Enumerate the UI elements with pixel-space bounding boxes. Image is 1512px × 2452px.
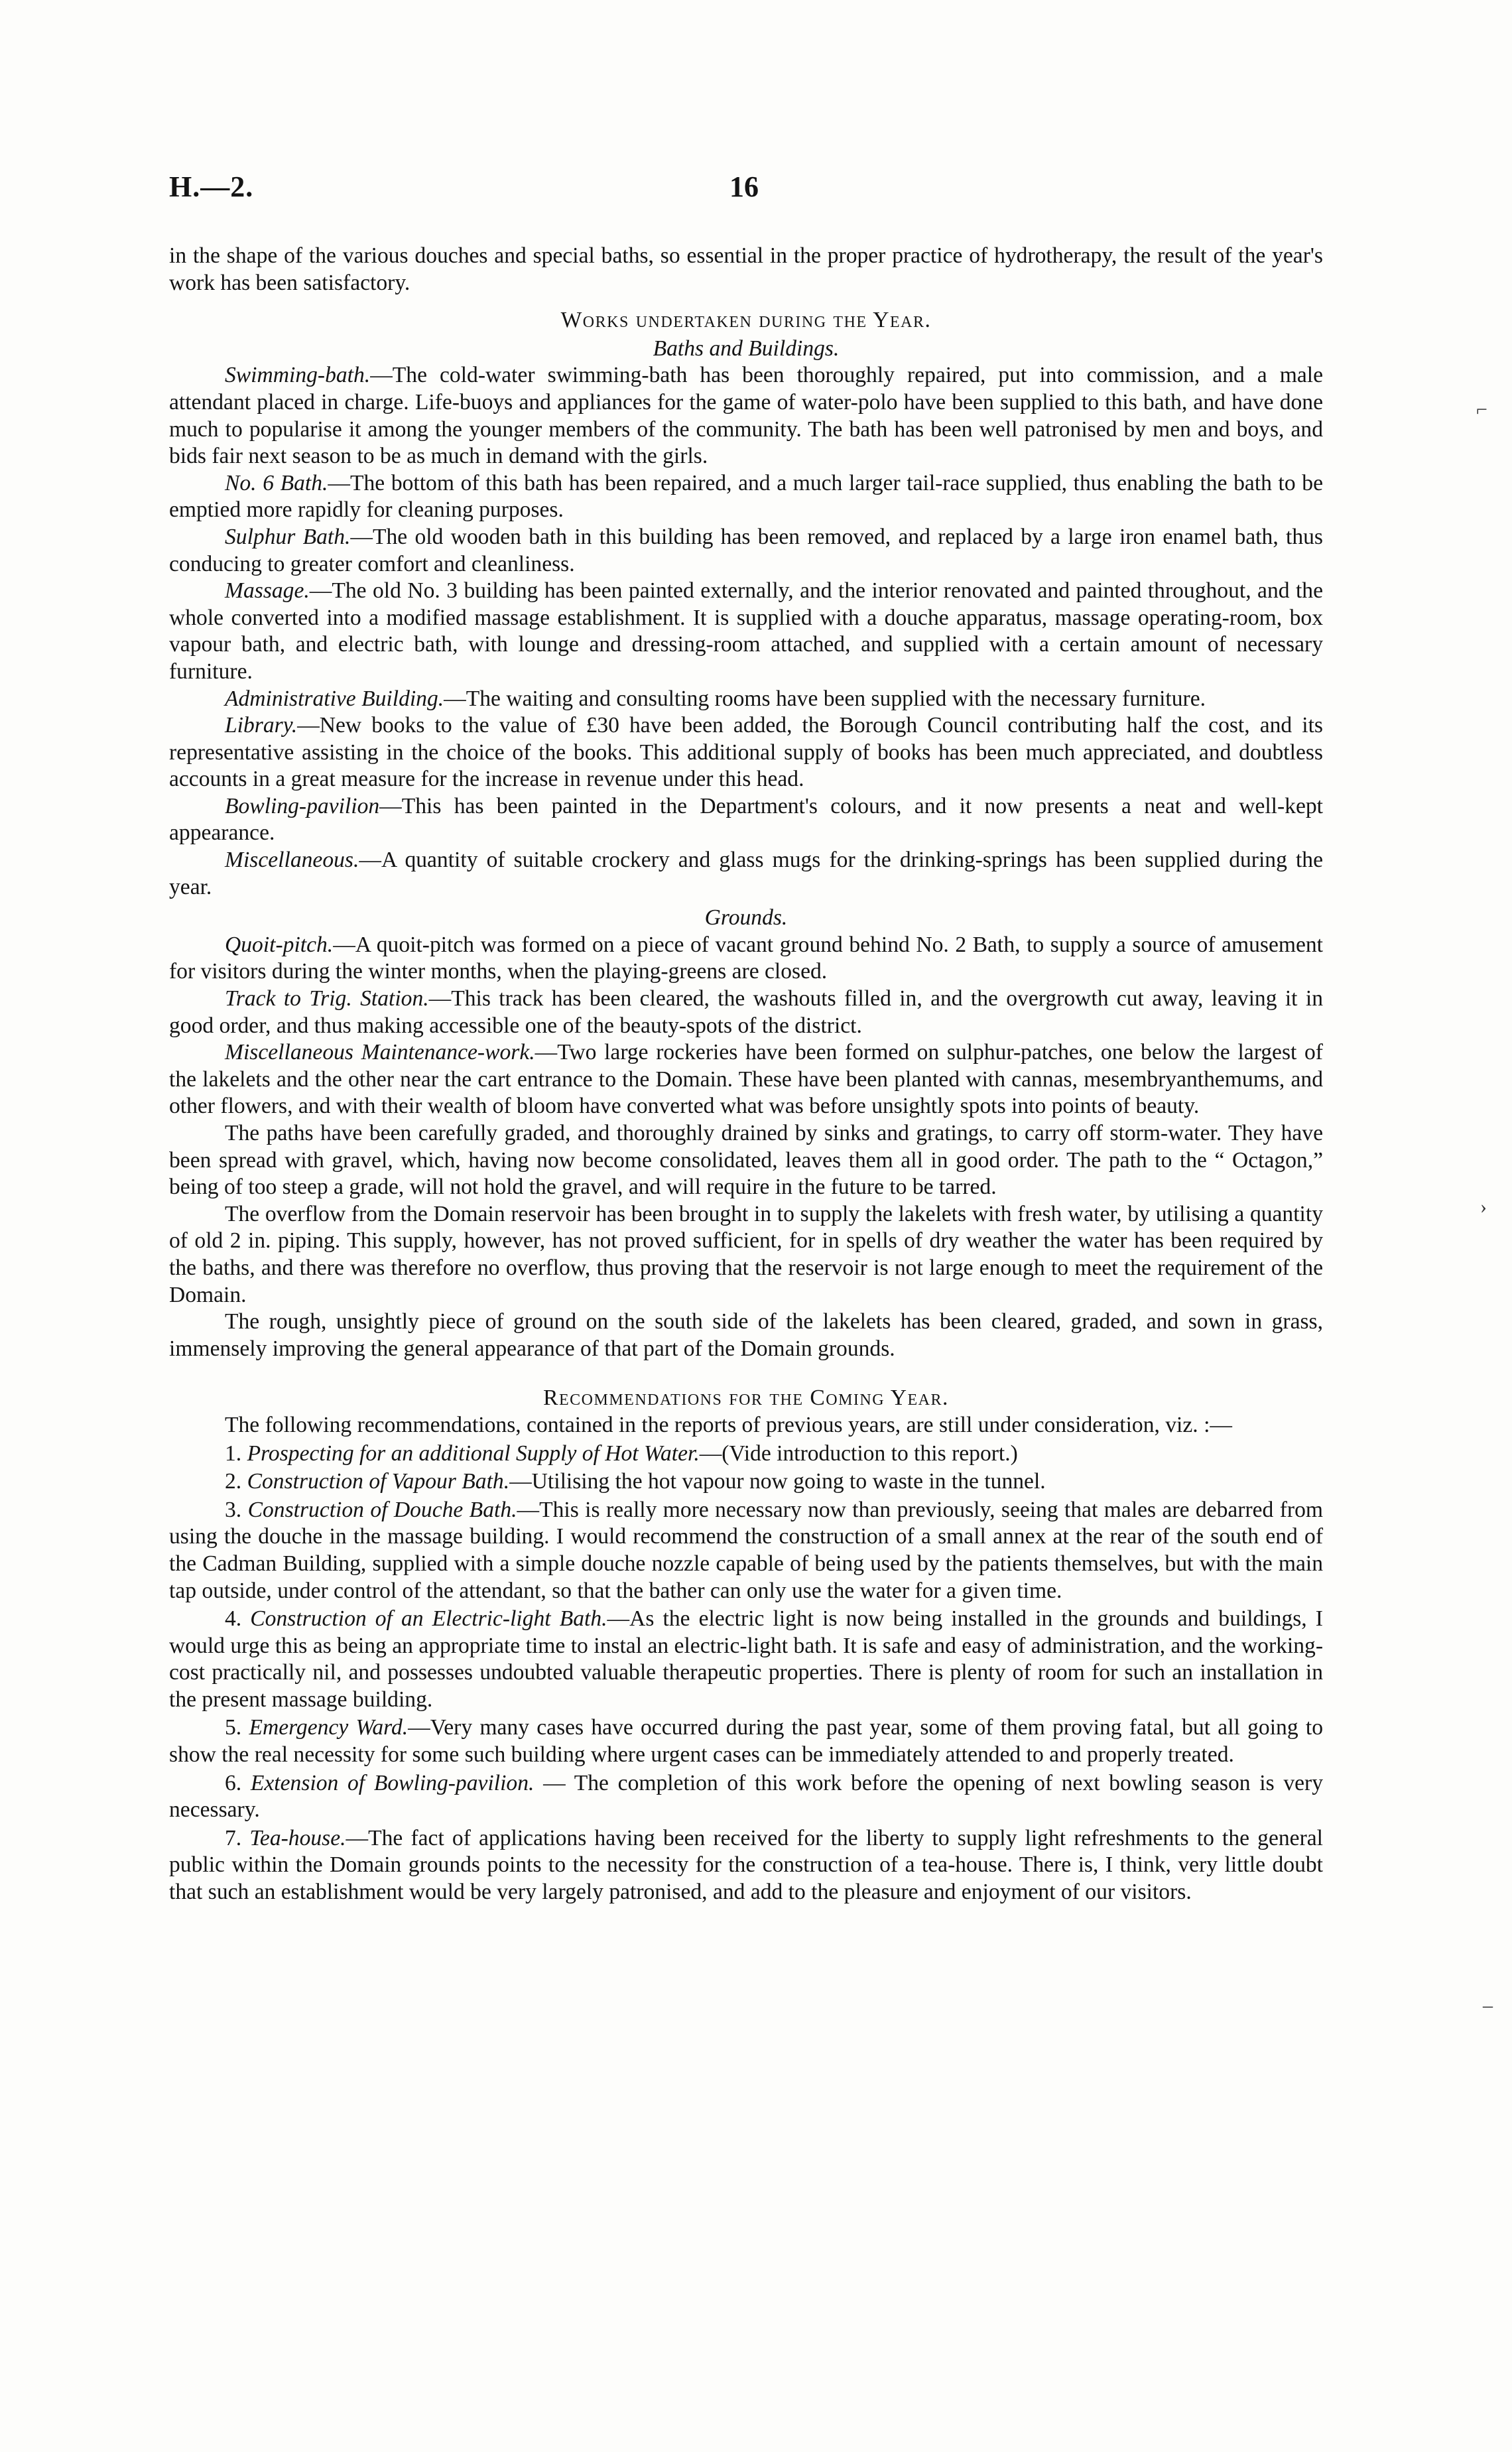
recommendations-intro: The following recommendations, contained in the reports of previous years, are still under consideration, viz. :— — [225, 1412, 1232, 1437]
paragraph-administrative-building: Administrative Building.—The waiting and consulting rooms have been supplied with the necessary furniture. — [225, 686, 1206, 711]
recommendation-item: 7. Tea-house.—The fact of applications having been received for the liberty to supply light refreshments to the general public within the Domain grounds points to the necessity for the construction of a tea-house. There is, I think, very little doubt that such an establishment would be very largely patronised, and add to the pleasure and enjoyment of our visitors. — [169, 1825, 1323, 1905]
margin-mark: – — [1483, 1994, 1493, 2016]
paragraph-swimming-bath: Swimming-bath.—The cold-water swimming-bath has been thoroughly repaired, put into commission, and a male attendant placed in charge. Life-buoys and appliances for the game of water-polo have been supplied to this bath, and have done much to popularise it among the younger members of the community. The bath has been well patronised by men and boys, and bids fair next season to be as much in demand with the girls. — [169, 363, 1323, 469]
recommendation-item: 6. Extension of Bowling-pavilion. — The completion of this work before the opening of next bowling season is very necessary. — [169, 1770, 1324, 1823]
recommendation-item: 1. Prospecting for an additional Supply of Hot Water.—(Vide introduction to this report.) — [225, 1441, 1018, 1466]
recommendation-item: 2. Construction of Vapour Bath.—Utilising the hot vapour now going to waste in the tunnel. — [225, 1469, 1046, 1494]
paragraph-rough-ground: The rough, unsightly piece of ground on the south side of the lakelets has been cleared, graded, and sown in grass, immensely improving the general appearance of that part of the Domain grounds. — [169, 1309, 1323, 1361]
paragraph-track-trig-station: Track to Trig. Station.—This track has been cleared, the washouts filled in, and the overgrowth cut away, leaving it in good order, and thus making accessible one of the beauty-spots of the district. — [169, 986, 1323, 1038]
paragraph-maintenance-work: Miscellaneous Maintenance-work.—Two large rockeries have been formed on sulphur-patches, one below the largest of the lakelets and the other near the cart entrance to the Domain. These have been planted with cannas, mesembryanthemums, and other flowers, and with their wealth of bloom have converted what was before unsightly spots into points of beauty. — [169, 1040, 1323, 1119]
paragraph-library: Library.—New books to the value of £30 have been added, the Borough Council contributing half the cost, and its representative assisting in the choice of the books. This additional supply of books has been much appreciated, and doubtless accounts in a great measure for the increase in revenue under this head. — [169, 713, 1323, 792]
paragraph-bowling-pavilion: Bowling-pavilion—This has been painted in the Department's colours, and it now presents a neat and well-kept appearance. — [169, 793, 1323, 846]
body-text — [169, 243, 1323, 1906]
recommendation-item: 4. Construction of an Electric-light Bath.—As the electric light is now being installed in the grounds and buildings, I would urge this as being an appropriate time to instal an electric-light bath. It is safe and easy of administration, and the working-cost practically nil, and possesses undoubted valuable therapeutic properties. There is plenty of room for such an installation in the present massage building. — [169, 1606, 1323, 1712]
recommendation-item: 5. Emergency Ward.—Very many cases have occurred during the past year, some of them proving fatal, but all going to show the real necessity for some such building where urgent cases can be immediately attended to and properly treated. — [169, 1715, 1323, 1768]
section-heading-recommendations: Recommendations for the Coming Year. — [543, 1386, 949, 1411]
subheading-grounds: Grounds. — [704, 905, 788, 931]
subheading-baths: Baths and Buildings. — [653, 336, 840, 361]
document-id: H.—2. — [169, 170, 254, 203]
paragraph-massage: Massage.—The old No. 3 building has been painted externally, and the interior renovated and painted throughout, and the whole converted into a modified massage establishment. It is supplied with a douche apparatus, massage operating-room, box vapour bath, and electric bath, with lounge and dressing-room attached, and supplied with a certain amount of necessary furniture. — [169, 578, 1323, 684]
paragraph-sulphur-bath: Sulphur Bath.—The old wooden bath in this building has been removed, and replaced by a large iron enamel bath, thus conducing to greater comfort and cleanliness. — [169, 524, 1323, 576]
paragraph-paths: The paths have been carefully graded, and thoroughly drained by sinks and gratings, to carry off storm-water. They have been spread with gravel, which, having now become consolidated, leaves them all in good order. The path to the “ Octagon,” being of too steep a grade, will not hold the gravel, and will require in the future to be tarred. — [169, 1121, 1323, 1200]
opening-paragraph: in the shape of the various douches and special baths, so essential in the proper practice of hydrotherapy, the result of the year's work has been satisfactory. — [169, 243, 1323, 295]
margin-mark: › — [1480, 1196, 1487, 1218]
page-number: 16 — [729, 170, 759, 203]
paragraph-quoit-pitch: Quoit-pitch.—A quoit-pitch was formed on a piece of vacant ground behind No. 2 Bath, to supply a source of amusement for visitors during the winter months, when the playing-greens are closed. — [169, 932, 1323, 984]
section-heading-works: Works undertaken during the Year. — [560, 308, 932, 333]
paragraph-no6-bath: No. 6 Bath.—The bottom of this bath has been repaired, and a much larger tail-race supplied, thus enabling the bath to be emptied more rapidly for cleaning purposes. — [169, 470, 1323, 523]
recommendation-item: 3. Construction of Douche Bath.—This is really more necessary now than previously, seeing that males are debarred from using the douche in the massage building. I would recommend the construction of a small annex at the rear of the south end of the Cadman Building, supplied with a simple douche nozzle capable of being used by the patients themselves, but with the main tap outside, under control of the attendant, so that the bather can only use the water for a given time. — [169, 1497, 1323, 1603]
paragraph-reservoir-overflow: The overflow from the Domain reservoir has been brought in to supply the lakelets with fresh water, by utilising a quantity of old 2 in. piping. This supply, however, has not proved sufficient, for in spells of dry weather the water has been required by the baths, and there was therefore no overflow, thus proving that the reservoir is not large enough to meet the requirement of the Domain. — [169, 1201, 1323, 1307]
margin-mark: ⌐ — [1476, 399, 1487, 420]
paragraph-miscellaneous: Miscellaneous.—A quantity of suitable crockery and glass mugs for the drinking-springs has been supplied during the year. — [169, 848, 1323, 899]
